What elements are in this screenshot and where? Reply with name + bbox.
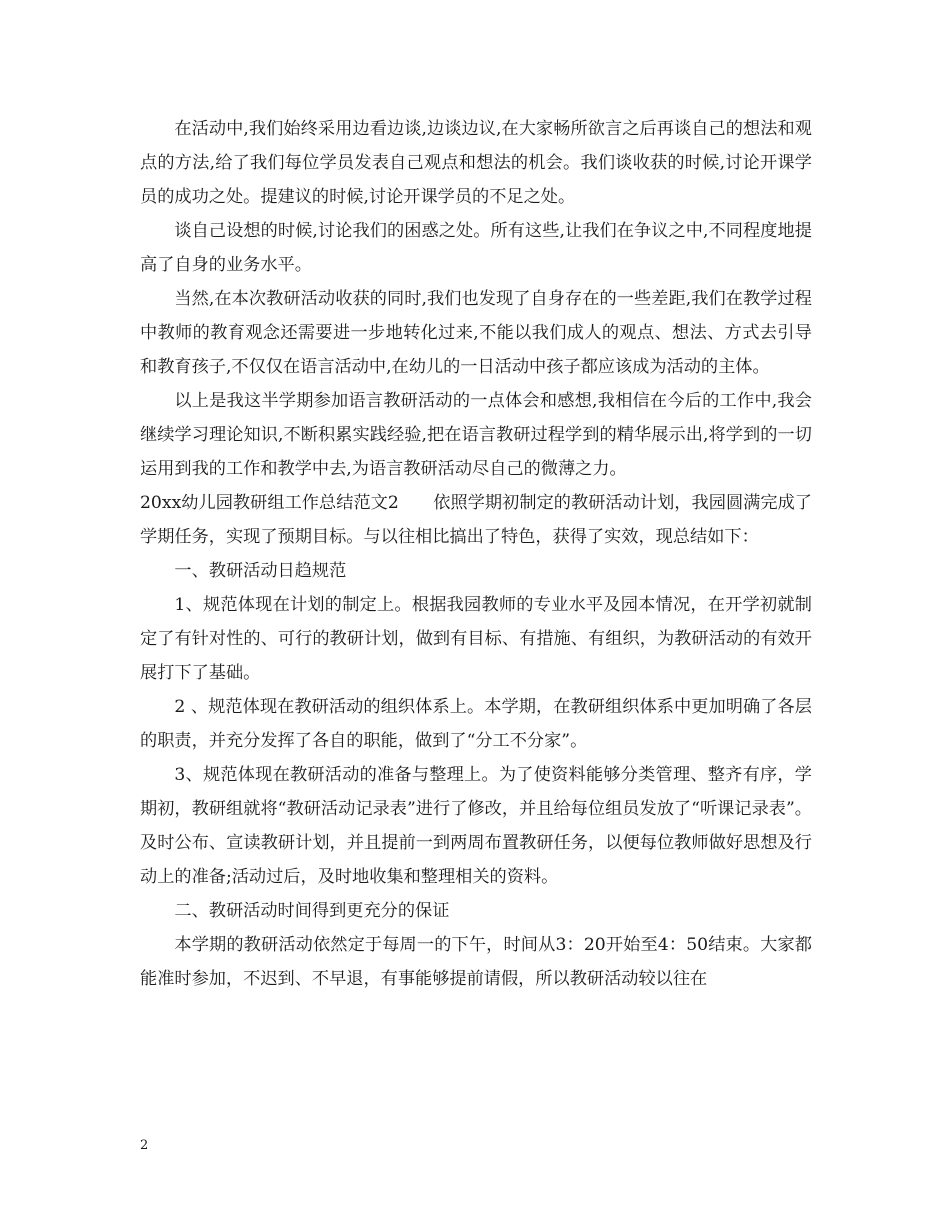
page-number: 2	[140, 1138, 149, 1153]
paragraph-gaps: 当然,在本次教研活动收获的同时,我们也发现了自身存在的一些差距,我们在教学过程中教师的教育观念还需要进一步地转化过来,不能以我们成人的观点、想法、方式去引导和教育孩子,不仅仅在语言活动中,在幼儿的一日活动中孩子都应该成为活动的主体。	[140, 289, 812, 377]
paragraph-schedule: 本学期的教研活动依然定于每周一的下午，时间从3：20开始至4：50结束。大家都能准时参加，不迟到、不早退，有事能够提前请假，所以教研活动较以往在	[140, 935, 812, 989]
paragraph-sample-title-intro: 20xx幼儿园教研组工作总结范文2 依照学期初制定的教研活动计划，我园圆满完成了学期任务，实现了预期目标。与以往相比搞出了特色，获得了实效，现总结如下：	[140, 493, 812, 547]
section-heading-time: 二、教研活动时间得到更充分的保证	[174, 901, 450, 921]
section-heading-standardization: 一、教研活动日趋规范	[174, 561, 347, 581]
paragraph-reflection: 以上是我这半学期参加语言教研活动的一点体会和感想,我相信在今后的工作中,我会继续学习理论知识,不断积累实践经验,把在语言教研过程学到的精华展示出,将学到的一切运用到我的工作和教学中去,为语言教研活动尽自己的微薄之力。	[140, 391, 812, 479]
document-body	[140, 112, 812, 996]
paragraph-organization: 2 、规范体现在教研活动的组织体系上。本学期，在教研组织体系中更加明确了各层的职责，并充分发挥了各自的职能，做到了“分工不分家”。	[140, 697, 812, 751]
paragraph-discussion-method: 在活动中,我们始终采用边看边谈,边谈边议,在大家畅所欲言之后再谈自己的想法和观点的方法,给了我们每位学员发表自己观点和想法的机会。我们谈收获的时候,讨论开课学员的成功之处。提建议的时候,讨论开课学员的不足之处。	[140, 119, 812, 207]
paragraph-improvement: 谈自己设想的时候,讨论我们的困惑之处。所有这些,让我们在争议之中,不同程度地提高了自身的业务水平。	[140, 221, 812, 275]
paragraph-plan: 1、规范体现在计划的制定上。根据我园教师的专业水平及园本情况，在开学初就制定了有针对性的、可行的教研计划，做到有目标、有措施、有组织，为教研活动的有效开展打下了基础。	[140, 595, 812, 683]
paragraph-preparation: 3、规范体现在教研活动的准备与整理上。为了使资料能够分类管理、整齐有序，学期初，教研组就将“教研活动记录表”进行了修改，并且给每位组员发放了“听课记录表”。及时公布、宣读教研计划，并且提前一到两周布置教研任务，以便每位教师做好思想及行动上的准备;活动过后，及时地收集和整理相关的资料。	[140, 765, 812, 887]
